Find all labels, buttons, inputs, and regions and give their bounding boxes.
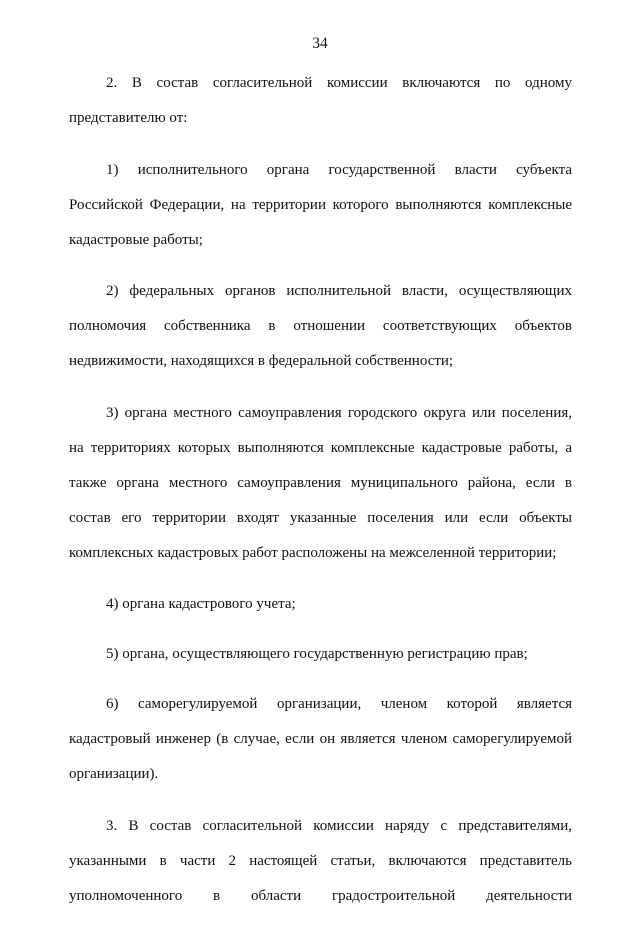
- list-item-1: 1) исполнительного органа государственной власти субъекта Российской Федерации, на территории которого выполняются комплексные кадастровые работы;: [69, 161, 572, 248]
- document-body: [69, 66, 572, 930]
- paragraph-3: 3. В состав согласительной комиссии наряду с представителями, указанными в части 2 настоящей статьи, включаются представитель уполномоченного в области градостроительной деятельности: [69, 817, 572, 904]
- page-number: 34: [312, 35, 328, 52]
- paragraph-2-intro: 2. В состав согласительной комиссии включаются по одному представителю от:: [69, 75, 572, 126]
- list-item-3: 3) органа местного самоуправления городского округа или поселения, на территориях которых выполняются комплексные кадастровые работы, а также органа местного самоуправления муниципального района, если в состав его территории входят указанные поселения или если объекты комплексных кадастровых работ расположены на межселенной территории;: [69, 404, 572, 561]
- list-item-4: 4) органа кадастрового учета;: [106, 596, 296, 612]
- list-item-2: 2) федеральных органов исполнительной власти, осуществляющих полномочия собственника в отношении соответствующих объектов недвижимости, находящихся в федеральной собственности;: [69, 283, 572, 369]
- list-item-5: 5) органа, осуществляющего государственную регистрацию прав;: [106, 646, 528, 662]
- list-item-6: 6) саморегулируемой организации, членом которой является кадастровый инженер (в случае, если он является членом саморегулируемой организации).: [69, 696, 572, 782]
